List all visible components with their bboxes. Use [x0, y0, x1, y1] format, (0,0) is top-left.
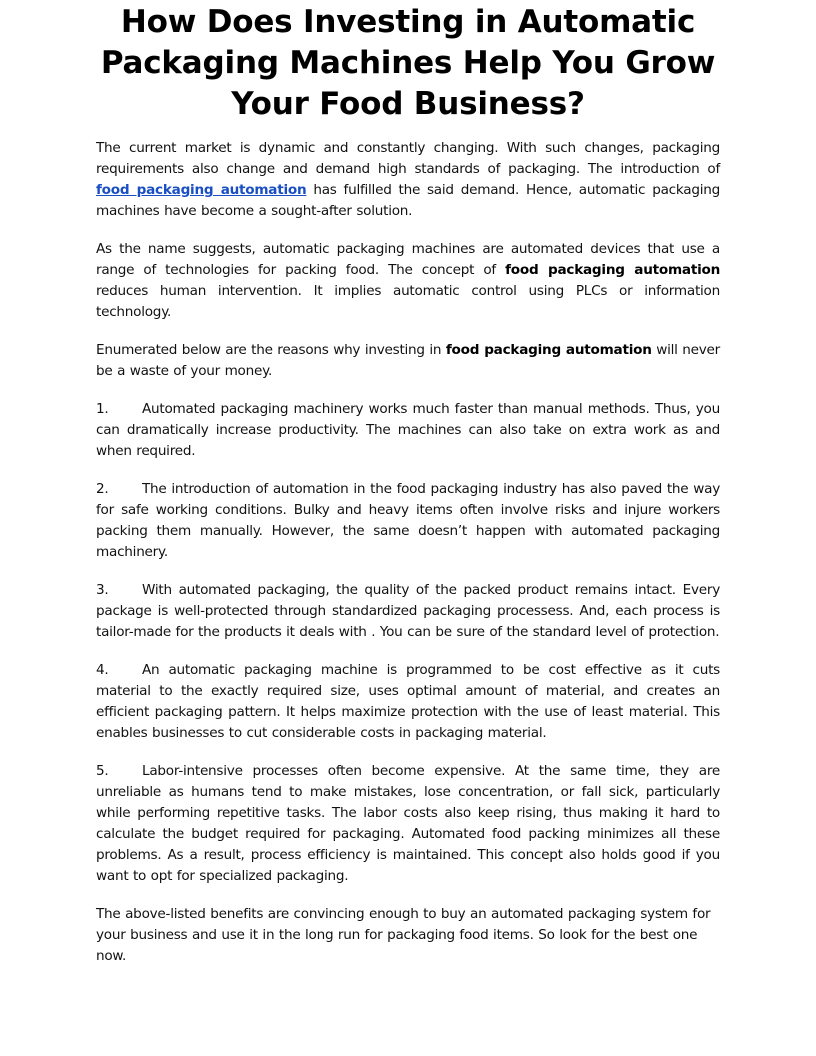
intro-text-1: The current market is dynamic and constantly changing. With such changes, packaging requirements also change and demand high standards of packaging. The introduction of — [96, 140, 720, 177]
reason-number: 4. — [96, 662, 109, 678]
reason-item-1 — [96, 399, 720, 462]
lead-paragraph — [96, 340, 720, 382]
definition-text-2: reduces human intervention. It implies automatic control using PLCs or information technology. — [96, 283, 720, 320]
reason-number: 1. — [96, 401, 109, 417]
definition-bold-term: food packaging automation — [505, 262, 720, 278]
reason-number: 3. — [96, 582, 109, 598]
definition-paragraph — [96, 239, 720, 323]
lead-text-2: will never be a waste of your money. — [96, 342, 720, 379]
reason-number: 2. — [96, 481, 109, 497]
reason-text: With automated packaging, the quality of the packed product remains intact. Every package is well-protected through standardized packaging processess. And, each process is tailor-made for the products it deals with . You can be sure of the standard level of protection. — [96, 582, 720, 640]
reason-text: An automatic packaging machine is programmed to be cost effective as it cuts material to the exactly required size, uses optimal amount of material, and creates an efficient packaging pattern. It helps maximize protection with the use of least material. This enables businesses to cut considerable costs in packaging material. — [96, 662, 720, 741]
lead-bold-term: food packaging automation — [445, 342, 652, 358]
reason-item-3 — [96, 580, 720, 643]
conclusion-paragraph: The above-listed benefits are convincing enough to buy an automated packaging system for your business and use it in the long run for packaging food items. So look for the best one now. — [96, 906, 711, 964]
reason-item-5 — [96, 761, 720, 887]
definition-text-1: As the name suggests, automatic packaging machines are automated devices that use a range of technologies for packing food. The concept of — [96, 241, 720, 278]
reason-text: Automated packaging machinery works much faster than manual methods. Thus, you can dramatically increase productivity. The machines can also take on extra work as and when required. — [96, 401, 720, 459]
lead-text-1: Enumerated below are the reasons why investing in — [96, 342, 446, 358]
reason-text: The introduction of automation in the food packaging industry has also paved the way for safe working conditions. Bulky and heavy items often involve risks and injure workers packing them manually. However, the same doesn’t happen with automated packaging machinery. — [96, 481, 720, 560]
food-packaging-automation-link[interactable]: food packaging automation — [96, 182, 307, 198]
page-title: How Does Investing in Automatic Packaging Machines Help You Grow Your Food Business? — [100, 4, 716, 122]
reason-item-4 — [96, 660, 720, 744]
reason-text: Labor-intensive processes often become expensive. At the same time, they are unreliable as humans tend to make mistakes, lose concentration, or fall sick, particularly while performing repetitive tasks. The labor costs also keep rising, thus making it hard to calculate the budget required for packaging. Automated food packing minimizes all these problems. As a result, process efficiency is maintained. This concept also holds good if you want to opt for specialized packaging. — [96, 763, 720, 884]
intro-text-2: has fulfilled the said demand. Hence, automatic packaging machines have become a sought-after solution. — [96, 182, 720, 219]
reason-item-2 — [96, 479, 720, 563]
article-body — [96, 138, 720, 984]
intro-paragraph — [96, 138, 720, 222]
reason-number: 5. — [96, 763, 109, 779]
